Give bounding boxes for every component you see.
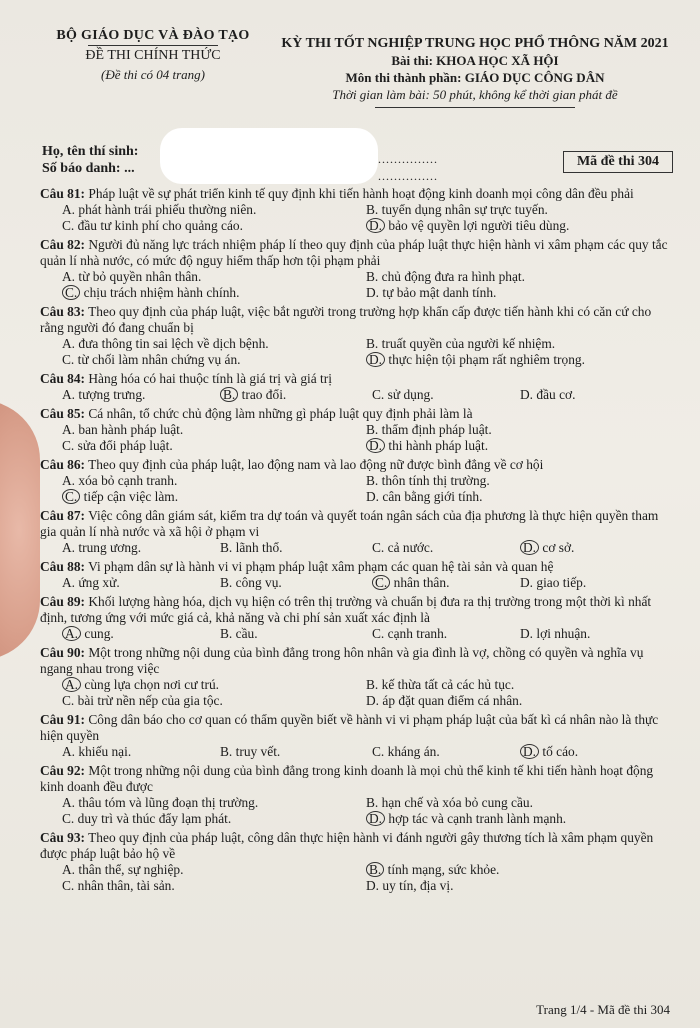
option-text: từ chối làm nhân chứng vụ án.	[77, 352, 241, 367]
option-letter: D.	[520, 540, 539, 555]
answer-option	[62, 693, 366, 709]
question	[40, 712, 670, 760]
option-letter: C.	[372, 575, 390, 590]
option-text: áp đặt quan điểm cá nhân.	[382, 693, 523, 708]
question-number: Câu 82:	[40, 237, 86, 252]
option-letter: B.	[220, 744, 233, 759]
option-text: cùng lựa chọn nơi cư trú.	[84, 677, 220, 692]
question-text: Theo quy định của pháp luật, công dân thực hiện hành vi đánh người gây thương tích là xâm phạm quyền được pháp luật bảo hộ về	[40, 830, 654, 861]
answer-option	[520, 626, 670, 642]
option-text: trao đổi.	[241, 387, 287, 402]
option-letter: D.	[520, 575, 534, 590]
answer-option	[62, 744, 220, 760]
option-text: tượng trưng.	[78, 387, 146, 402]
redaction-patch	[160, 128, 378, 184]
option-text: cạnh tranh.	[387, 626, 448, 641]
question-stem	[40, 186, 670, 202]
answer-option	[372, 575, 520, 591]
option-text: kế thừa tất cả các hủ tục.	[381, 677, 515, 692]
option-text: thi hành pháp luật.	[388, 438, 489, 453]
question-stem	[40, 457, 670, 473]
option-letter: A.	[62, 626, 81, 641]
option-text: cả nước.	[387, 540, 434, 555]
question-text: Vi phạm dân sự là hành vi vi phạm pháp luật xâm phạm các quan hệ tài sản và quan hệ	[88, 559, 554, 574]
option-letter: A.	[62, 422, 76, 437]
question-stem	[40, 508, 670, 540]
subject-test: Bài thi: KHOA HỌC XÃ HỘI	[391, 53, 559, 68]
option-letter: C.	[62, 811, 75, 826]
question-number: Câu 87:	[40, 508, 86, 523]
answer-options	[40, 473, 670, 505]
answer-option	[372, 540, 520, 556]
option-text: cơ sở.	[542, 540, 575, 555]
option-text: thâu tóm và lũng đoạn thị trường.	[78, 795, 259, 810]
answer-option	[62, 336, 366, 352]
question	[40, 594, 670, 642]
option-letter: D.	[520, 626, 534, 641]
question-number: Câu 90:	[40, 645, 86, 660]
option-text: tính mạng, sức khỏe.	[387, 862, 500, 877]
question-text: Một trong những nội dung của bình đẳng trong kinh doanh là mọi chủ thể kinh tế khi tiến hành hoạt động kinh doanh đều được	[40, 763, 654, 794]
answer-option	[366, 438, 670, 454]
ministry-name: BỘ GIÁO DỤC VÀ ĐÀO TẠO	[56, 28, 250, 43]
answer-option	[366, 862, 670, 878]
option-letter: C.	[372, 387, 385, 402]
option-text: chủ động đưa ra hình phạt.	[381, 269, 526, 284]
answer-option	[372, 744, 520, 760]
option-letter: B.	[366, 473, 379, 488]
option-text: từ bỏ quyền nhân thân.	[78, 269, 202, 284]
question-number: Câu 92:	[40, 763, 86, 778]
subject-component: Môn thi thành phần: GIÁO DỤC CÔNG DÂN	[345, 70, 605, 85]
option-text: bài trừ nền nếp của gia tộc.	[77, 693, 223, 708]
exam-code-box: Mã đề thi 304	[563, 151, 673, 173]
option-letter: A.	[62, 795, 76, 810]
option-text: sửa đổi pháp luật.	[77, 438, 173, 453]
option-letter: A.	[62, 744, 76, 759]
answer-options	[40, 202, 670, 234]
answer-option	[62, 387, 220, 403]
answer-options	[40, 862, 670, 894]
question	[40, 830, 670, 894]
option-text: đầu tư kinh phí cho quảng cáo.	[77, 218, 243, 233]
question-stem	[40, 763, 670, 795]
question-stem	[40, 712, 670, 744]
option-letter: C.	[372, 744, 385, 759]
id-dotted-line: ...............	[378, 169, 438, 183]
question	[40, 559, 670, 591]
question-text: Người đủ năng lực trách nhiệm pháp lí theo quy định của pháp luật thực hiện hành vi xâm phạm các quy tắc quản lí nhà nước, có mức độ nguy hiểm thấp hơn tội phạm phải	[40, 237, 668, 268]
option-letter: C.	[62, 218, 75, 233]
question	[40, 508, 670, 556]
option-text: trung ương.	[78, 540, 142, 555]
option-letter: D.	[520, 744, 539, 759]
option-letter: B.	[366, 336, 379, 351]
answer-option	[366, 811, 670, 827]
option-text: duy trì và thúc đẩy lạm phát.	[77, 811, 232, 826]
option-text: công vụ.	[235, 575, 282, 590]
question-text: Cá nhân, tổ chức chủ động làm những gì pháp luật quy định phải làm là	[88, 406, 473, 421]
header-left	[48, 28, 258, 83]
answer-options	[40, 626, 670, 642]
option-text: đưa thông tin sai lệch về dịch bệnh.	[78, 336, 269, 351]
answer-option	[366, 202, 670, 218]
question-stem	[40, 406, 670, 422]
option-text: hợp tác và cạnh tranh lành mạnh.	[388, 811, 567, 826]
answer-options	[40, 677, 670, 709]
answer-option	[62, 489, 366, 505]
answer-option	[220, 387, 372, 403]
answer-option	[372, 387, 520, 403]
answer-option	[220, 575, 372, 591]
answer-option	[62, 422, 366, 438]
question-text: Hàng hóa có hai thuộc tính là giá trị và giá trị	[88, 371, 332, 386]
question	[40, 763, 670, 827]
question-stem	[40, 830, 670, 862]
option-letter: B.	[366, 862, 384, 877]
option-letter: D.	[366, 489, 380, 504]
question-stem	[40, 371, 670, 387]
thumb	[0, 400, 40, 660]
question-number: Câu 83:	[40, 304, 86, 319]
answer-option	[62, 878, 366, 894]
answer-option	[366, 693, 670, 709]
option-text: tự bảo mật danh tính.	[382, 285, 497, 300]
option-text: sử dụng.	[387, 387, 434, 402]
option-letter: D.	[366, 878, 380, 893]
question-text: Việc công dân giám sát, kiểm tra dự toán và quyết toán ngân sách của địa phương là thực hiện quyền tham gia quản lí nhà nước và xã hội ở phạm vi	[40, 508, 659, 539]
question-text: Theo quy định của pháp luật, lao động nam và lao động nữ được bình đẳng về cơ hội	[88, 457, 544, 472]
answer-option	[520, 575, 670, 591]
option-letter: B.	[366, 677, 379, 692]
answer-option	[62, 677, 366, 693]
question-number: Câu 89:	[40, 594, 86, 609]
option-letter: D.	[366, 285, 380, 300]
option-text: thực hiện tội phạm rất nghiêm trọng.	[388, 352, 585, 367]
answer-option	[520, 744, 670, 760]
option-letter: B.	[220, 626, 233, 641]
question	[40, 371, 670, 403]
answer-option	[366, 489, 670, 505]
option-text: xóa bỏ cạnh tranh.	[78, 473, 178, 488]
option-letter: C.	[62, 489, 80, 504]
time-allowed: Thời gian làm bài: 50 phút, không kể thời gian phát đề	[332, 87, 618, 102]
answer-option	[366, 269, 670, 285]
option-letter: D.	[366, 352, 385, 367]
header-right	[270, 36, 680, 108]
option-text: lợi nhuận.	[536, 626, 591, 641]
option-text: hạn chế và xóa bỏ cung cầu.	[381, 795, 533, 810]
question-number: Câu 93:	[40, 830, 86, 845]
answer-option	[62, 352, 366, 368]
candidate-info	[42, 143, 138, 177]
question-number: Câu 85:	[40, 406, 86, 421]
answer-options	[40, 744, 670, 760]
answer-options	[40, 422, 670, 454]
page-footer: Trang 1/4 - Mã đề thi 304	[536, 1002, 670, 1017]
option-text: kháng án.	[387, 744, 440, 759]
question-stem	[40, 559, 670, 575]
option-text: chịu trách nhiệm hành chính.	[83, 285, 240, 300]
answer-option	[520, 540, 670, 556]
option-letter: C.	[62, 352, 75, 367]
option-text: truất quyền của người kế nhiệm.	[381, 336, 556, 351]
option-text: cung.	[84, 626, 114, 641]
option-letter: A.	[62, 387, 76, 402]
option-letter: C.	[372, 540, 385, 555]
question-list	[40, 186, 670, 897]
answer-option	[62, 269, 366, 285]
option-text: ứng xử.	[78, 575, 120, 590]
option-text: nhân thân.	[393, 575, 450, 590]
candidate-name-label: Họ, tên thí sinh:	[42, 144, 139, 159]
question-text: Theo quy định của pháp luật, việc bắt người trong trường hợp khẩn cấp được tiến hành khi có căn cứ cho rằng người đó đang chuẩn bị	[40, 304, 652, 335]
option-letter: B.	[220, 387, 238, 402]
answer-option	[366, 878, 670, 894]
option-letter: D.	[366, 218, 385, 233]
option-letter: B.	[366, 422, 379, 437]
answer-option	[372, 626, 520, 642]
option-letter: D.	[366, 438, 385, 453]
option-letter: A.	[62, 862, 76, 877]
answer-options	[40, 575, 670, 591]
option-text: uy tín, địa vị.	[382, 878, 454, 893]
option-letter: C.	[62, 878, 75, 893]
question-text: Khối lượng hàng hóa, dịch vụ hiện có trên thị trường và chuẩn bị đưa ra thị trường trong một thời kì nhất định, tương ứng với mức giá cả, khả năng và chi phí sản xuất xác định là	[40, 594, 652, 625]
answer-option	[220, 744, 372, 760]
option-text: truy vết.	[235, 744, 281, 759]
option-text: ban hành pháp luật.	[78, 422, 184, 437]
answer-option	[366, 352, 670, 368]
option-letter: C.	[62, 693, 75, 708]
answer-option	[62, 202, 366, 218]
option-letter: B.	[366, 795, 379, 810]
question-stem	[40, 304, 670, 336]
answer-option	[366, 795, 670, 811]
answer-option	[220, 540, 372, 556]
question	[40, 304, 670, 368]
answer-option	[62, 795, 366, 811]
option-text: tuyển dụng nhân sự trực tuyến.	[381, 202, 548, 217]
question-number: Câu 91:	[40, 712, 86, 727]
answer-option	[62, 285, 366, 301]
answer-option	[220, 626, 372, 642]
option-letter: C.	[62, 285, 80, 300]
question	[40, 645, 670, 709]
option-letter: D.	[520, 387, 534, 402]
answer-option	[366, 473, 670, 489]
answer-option	[366, 336, 670, 352]
option-letter: B.	[220, 540, 233, 555]
option-letter: A.	[62, 575, 76, 590]
answer-option	[366, 218, 670, 234]
option-letter: A.	[62, 269, 76, 284]
official-label: ĐỀ THI CHÍNH THỨC	[85, 48, 221, 63]
option-letter: A.	[62, 336, 76, 351]
question-stem	[40, 237, 670, 269]
question	[40, 237, 670, 301]
answer-option	[62, 540, 220, 556]
question-text: Pháp luật về sự phát triển kinh tế quy định khi tiến hành hoạt động kinh doanh mọi công dân đều phải	[88, 186, 634, 201]
option-text: bảo vệ quyền lợi người tiêu dùng.	[388, 218, 570, 233]
question	[40, 457, 670, 505]
option-text: lãnh thổ.	[235, 540, 283, 555]
option-letter: C.	[62, 438, 75, 453]
question-text: Một trong những nội dung của bình đẳng trong hôn nhân và gia đình là vợ, chồng có quyền và nghĩa vụ ngang nhau trong việc	[40, 645, 644, 676]
answer-option	[62, 438, 366, 454]
answer-options	[40, 269, 670, 301]
question-stem	[40, 645, 670, 677]
option-text: cầu.	[235, 626, 258, 641]
answer-option	[62, 218, 366, 234]
question-number: Câu 81:	[40, 186, 86, 201]
answer-option	[62, 811, 366, 827]
header-right-rule	[375, 107, 575, 108]
option-letter: C.	[372, 626, 385, 641]
question-number: Câu 88:	[40, 559, 86, 574]
option-letter: B.	[366, 269, 379, 284]
option-letter: B.	[220, 575, 233, 590]
answer-option	[62, 626, 220, 642]
question-stem	[40, 594, 670, 626]
answer-option	[366, 422, 670, 438]
answer-options	[40, 540, 670, 556]
answer-option	[62, 575, 220, 591]
option-letter: A.	[62, 540, 76, 555]
option-letter: D.	[366, 811, 385, 826]
question-text: Công dân báo cho cơ quan có thẩm quyền biết về hành vi vi phạm pháp luật của bất kì cá nhân nào là thực hiện quyền	[40, 712, 659, 743]
option-text: khiếu nại.	[78, 744, 132, 759]
option-letter: B.	[366, 202, 379, 217]
page-count-note: (Đề thi có 04 trang)	[101, 67, 205, 82]
answer-options	[40, 795, 670, 827]
question	[40, 186, 670, 234]
option-letter: A.	[62, 677, 81, 692]
option-text: tố cáo.	[542, 744, 579, 759]
exam-title: KỲ THI TỐT NGHIỆP TRUNG HỌC PHỔ THÔNG NĂM 2021	[281, 36, 669, 51]
option-text: thôn tính thị trường.	[381, 473, 490, 488]
option-letter: A.	[62, 202, 76, 217]
candidate-id-label: Số báo danh: ...	[42, 161, 135, 176]
answer-option	[520, 387, 670, 403]
answer-option	[62, 473, 366, 489]
header-left-rule	[88, 45, 218, 46]
option-text: giao tiếp.	[536, 575, 587, 590]
option-text: thân thể, sự nghiệp.	[78, 862, 184, 877]
question	[40, 406, 670, 454]
option-letter: A.	[62, 473, 76, 488]
question-number: Câu 84:	[40, 371, 86, 386]
option-text: tiếp cận việc làm.	[83, 489, 179, 504]
answer-option	[366, 285, 670, 301]
answer-options	[40, 387, 670, 403]
question-number: Câu 86:	[40, 457, 86, 472]
option-text: cân bằng giới tính.	[382, 489, 483, 504]
option-letter: D.	[366, 693, 380, 708]
answer-options	[40, 336, 670, 368]
answer-option	[62, 862, 366, 878]
option-text: phát hành trái phiếu thường niên.	[78, 202, 257, 217]
answer-option	[366, 677, 670, 693]
option-text: thẩm định pháp luật.	[381, 422, 492, 437]
name-dotted-line: ...............	[378, 152, 438, 166]
option-text: đầu cơ.	[536, 387, 576, 402]
option-text: nhân thân, tài sản.	[77, 878, 175, 893]
